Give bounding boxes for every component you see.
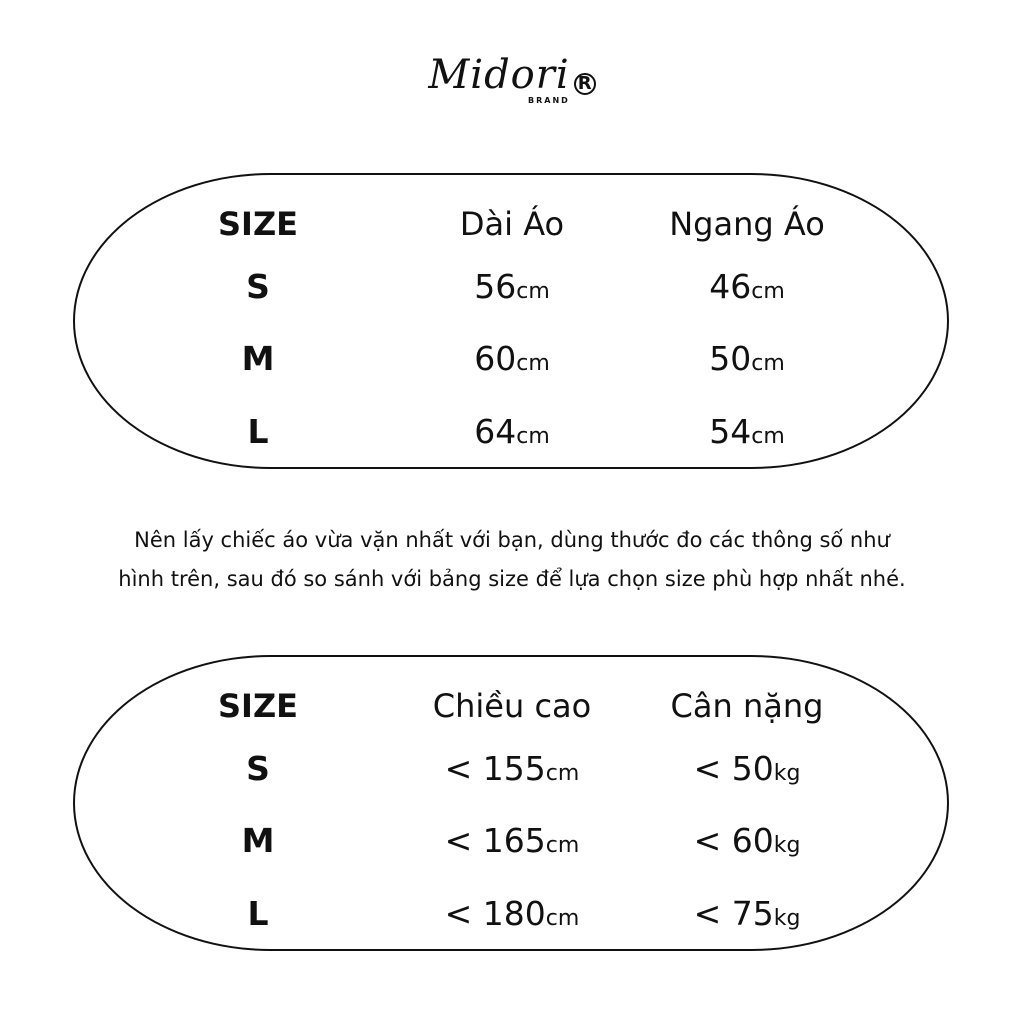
registered-mark: R — [574, 73, 596, 95]
size-table-body — [73, 655, 949, 951]
unit: kg — [773, 906, 801, 931]
measurement-value — [382, 749, 642, 794]
measurement-value — [617, 339, 877, 384]
value: 50 — [709, 339, 752, 378]
measurement-value — [382, 821, 642, 866]
unit: cm — [516, 351, 550, 376]
value: < 75 — [693, 894, 774, 933]
unit: cm — [751, 279, 785, 304]
unit: cm — [545, 906, 580, 931]
size-label: M — [241, 339, 275, 378]
logo-sub: BRAND — [528, 96, 570, 105]
size-label: M — [241, 821, 275, 860]
unit: kg — [773, 761, 801, 786]
measurement-value — [617, 894, 877, 939]
value: 64 — [474, 412, 517, 451]
column-header: Ngang Áo — [669, 205, 825, 243]
value: < 165 — [444, 821, 546, 860]
column-header: Cân nặng — [670, 687, 824, 725]
unit: cm — [545, 761, 580, 786]
measurement-value — [382, 339, 642, 384]
column-header: Dài Áo — [459, 205, 565, 243]
measurement-value — [617, 821, 877, 866]
unit: cm — [545, 833, 580, 858]
value: < 50 — [693, 749, 774, 788]
brand-logo — [0, 52, 1024, 105]
column-header: Chiều cao — [432, 687, 592, 725]
value: 46 — [709, 267, 752, 306]
value: < 155 — [444, 749, 546, 788]
value: < 180 — [444, 894, 546, 933]
measurement-value — [382, 894, 642, 939]
column-header: SIZE — [217, 687, 298, 725]
value: 56 — [474, 267, 517, 306]
unit: cm — [516, 279, 550, 304]
size-label: L — [247, 894, 269, 933]
measurement-value — [382, 267, 642, 312]
size-label: S — [246, 749, 270, 788]
caption-line: Nên lấy chiếc áo vừa vặn nhất với bạn, dùng thước đo các thông số như — [134, 528, 890, 552]
caption-line: hình trên, sau đó so sánh với bảng size để lựa chọn size phù hợp nhất nhé. — [118, 567, 906, 591]
instructions-text — [0, 521, 1024, 599]
value: < 60 — [693, 821, 774, 860]
value: 60 — [474, 339, 517, 378]
size-table-measurements — [73, 173, 949, 469]
logo-name: Midori — [428, 52, 570, 98]
size-label: L — [247, 412, 269, 451]
column-header: SIZE — [217, 205, 298, 243]
unit: cm — [751, 424, 785, 449]
measurement-value — [617, 267, 877, 312]
unit: cm — [516, 424, 550, 449]
unit: kg — [773, 833, 801, 858]
measurement-value — [617, 749, 877, 794]
unit: cm — [751, 351, 785, 376]
value: 54 — [709, 412, 752, 451]
size-label: S — [246, 267, 270, 306]
measurement-value — [617, 412, 877, 457]
measurement-value — [382, 412, 642, 457]
